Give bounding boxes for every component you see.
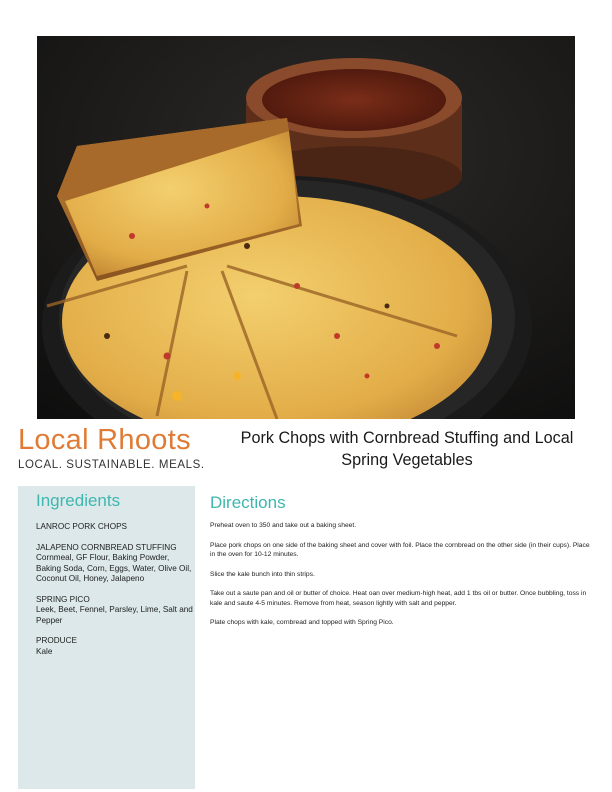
ingredient-group: [36, 636, 195, 657]
direction-step: Preheat oven to 350 and take out a baking sheet.: [210, 522, 357, 529]
ingredients-panel: [18, 486, 195, 789]
hero-photo: [37, 36, 575, 419]
ingredient-group-heading: JALAPENO CORNBREAD STUFFING: [36, 542, 177, 552]
ingredient-group: [36, 543, 195, 585]
ingredient-group-heading: LANROC PORK CHOPS: [36, 522, 127, 531]
ingredient-group: [36, 522, 195, 533]
direction-step: Take out a saute pan and oil or butter of choice. Heat oan over medium-high heat, add 1 tbs oil or butter. Once bubbling, toss in kale and saute 4-5 minutes. Remove from heat, season lightly with salt and pepper.: [210, 590, 587, 607]
cornbread-photo-icon: [37, 36, 575, 419]
direction-step: Plate chops with kale, cornbread and topped with Spring Pico.: [210, 619, 394, 626]
directions-heading: Directions: [210, 493, 286, 512]
direction-step: Place pork chops on one side of the baking sheet and cover with foil. Place the cornbread on the other side (in their cups). Place in the oven for 10-12 minutes.: [210, 541, 590, 558]
ingredients-heading: Ingredients: [36, 491, 121, 510]
brand-tagline: LOCAL. SUSTAINABLE. MEALS.: [18, 459, 205, 471]
ingredient-group-items: Cornmeal, GF Flour, Baking Powder, Baking Soda, Corn, Eggs, Water, Olive Oil, Coconut Oil, Honey, Jalapeno: [36, 553, 192, 583]
brand-name: Local Rhoots: [18, 424, 191, 456]
ingredient-group-items: Leek, Beet, Fennel, Parsley, Lime, Salt and Pepper: [36, 605, 193, 625]
ingredient-group-heading: PRODUCE: [36, 636, 77, 645]
brand-logo: [18, 424, 213, 473]
ingredient-group-heading: SPRING PICO: [36, 594, 90, 604]
direction-step: Slice the kale bunch into thin strips.: [210, 570, 315, 578]
ingredient-group: [36, 595, 195, 627]
directions-section: [210, 492, 594, 638]
ingredient-group-items: Kale: [36, 646, 53, 656]
recipe-title: Pork Chops with Cornbread Stuffing and Local Spring Vegetables: [240, 429, 574, 469]
